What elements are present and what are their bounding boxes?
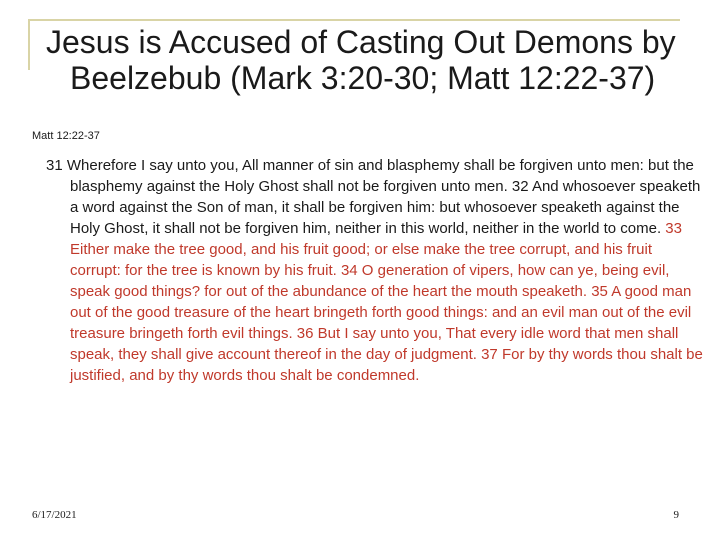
- page-number: 9: [673, 509, 679, 521]
- slide-title: Jesus is Accused of Casting Out Demons by Beelzebub (Mark 3:20-30; Matt 12:22-37): [46, 24, 676, 96]
- decorative-vertical-line: [28, 20, 30, 70]
- scripture-text-red: 33 Either make the tree good, and his fruit good; or else make the tree corrupt, and his fruit corrupt: for the tree is known by his fruit. 34 O generation of vipers, how can ye, being evil, speak good things? for out of the abundance of the heart the mouth speaketh. 35 A good man out of the good treasure of the heart bringeth forth good things: and an evil man out of the evil treasure bringeth forth evil things. 36 But I say unto you, That every idle word that men shall speak, they shall give account thereof in the day of judgment. 37 For by thy words thou shalt be justified, and by thy words thou shalt be condemned.: [70, 220, 703, 384]
- footer-date: 6/17/2021: [32, 509, 77, 521]
- scripture-text-black: 31 Wherefore I say unto you, All manner of sin and blasphemy shall be forgiven unto men: but the blasphemy against the Holy Ghost shall not be forgiven unto men. 32 And whosoever speaketh a word against the Son of man, it shall be forgiven him: but whosoever speaketh against the Holy Ghost, it shall not be forgiven him, neither in this world, neither in the world to come.: [46, 157, 701, 237]
- decorative-horizontal-line: [28, 19, 680, 21]
- scripture-reference: Matt 12:22-37: [32, 130, 100, 142]
- scripture-body: [46, 155, 706, 386]
